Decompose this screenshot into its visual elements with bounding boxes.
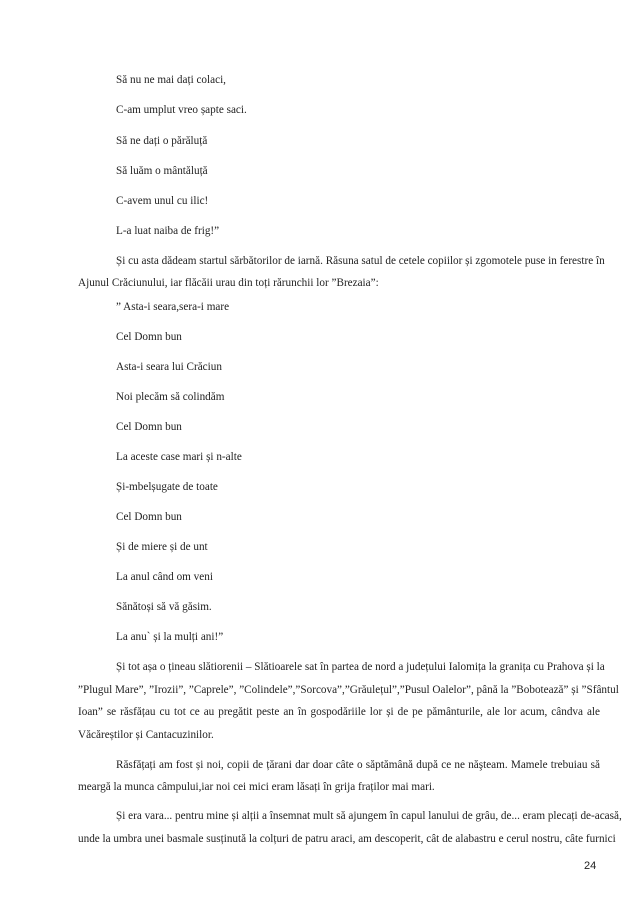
verse-line: L-a luat naiba de frig!” bbox=[116, 225, 220, 237]
verse-line: C-am umplut vreo șapte saci. bbox=[116, 104, 247, 116]
verse-line: Cel Domn bun bbox=[116, 421, 182, 433]
verse-line: Și-mbelșugate de toate bbox=[116, 481, 218, 493]
verse-line: La anul când om veni bbox=[116, 571, 213, 583]
verse-line: Cel Domn bun bbox=[116, 511, 182, 523]
paragraph-line: meargă la munca câmpului,iar noi cei mici eram lăsați în grija fraților mai mari. bbox=[78, 781, 435, 793]
verse-line: La aceste case mari și n-alte bbox=[116, 451, 242, 463]
paragraph-line: Și tot așa o țineau slătiorenii – Slătioarele sat în partea de nord a județului Ialomița la granița cu Prahova și la bbox=[116, 661, 605, 673]
verse-line: Să nu ne mai dați colaci, bbox=[116, 74, 226, 86]
verse-line: Cel Domn bun bbox=[116, 331, 182, 343]
paragraph-line: Răsfățați am fost și noi, copii de țărani dar doar câte o săptămână după ce ne năşteam. Mamele trebuiau să bbox=[116, 759, 600, 771]
verse-line: La anu` și la mulți ani!” bbox=[116, 631, 224, 643]
paragraph-line: Și cu asta dădeam startul sărbătorilor de iarnă. Răsuna satul de cetele copiilor și zgomotele puse in ferestre în bbox=[116, 255, 605, 267]
verse-line: Să luăm o mântăluță bbox=[116, 165, 208, 177]
verse-line: C-avem unul cu ilic! bbox=[116, 195, 209, 207]
page-number: 24 bbox=[584, 860, 597, 872]
verse-line: Să ne dați o părăluță bbox=[116, 135, 208, 147]
paragraph-line: unde la umbra unei basmale susținută la colțuri de patru araci, am descoperit, cât de alabastru e cerul nostru, câte furnici bbox=[78, 833, 616, 845]
paragraph-line: Văcăreștilor și Cantacuzinilor. bbox=[78, 729, 214, 741]
verse-line: Noi plecăm să colindăm bbox=[116, 391, 225, 403]
paragraph-line: Și era vara... pentru mine și alții a însemnat mult să ajungem în capul lanului de grâu, de... eram plecați de-acasă, bbox=[116, 810, 622, 822]
verse-line: ” Asta-i seara,sera-i mare bbox=[116, 301, 230, 313]
paragraph-line: Ajunul Crăciunului, iar flăcăii urau din toți rărunchii lor ”Brezaia”: bbox=[78, 277, 379, 289]
verse-line: Și de miere și de unt bbox=[116, 541, 208, 553]
paragraph-line: Ioan” se răsfățau cu tot ce au pregătit peste an în gospodăriile lor și de pe pământurile, ale lor acum, cândva ale bbox=[78, 706, 600, 718]
verse-line: Sănătoși să vă găsim. bbox=[116, 601, 212, 613]
verse-line: Asta-i seara lui Crăciun bbox=[116, 361, 222, 373]
paragraph-line: ”Plugul Mare”, ”Irozii”, ”Caprele”, ”Colindele”,”Sorcova”,”Grăulețul”,”Pusul Oalelor”, până la ”Bobotează” și ”Sfântul bbox=[78, 684, 619, 696]
